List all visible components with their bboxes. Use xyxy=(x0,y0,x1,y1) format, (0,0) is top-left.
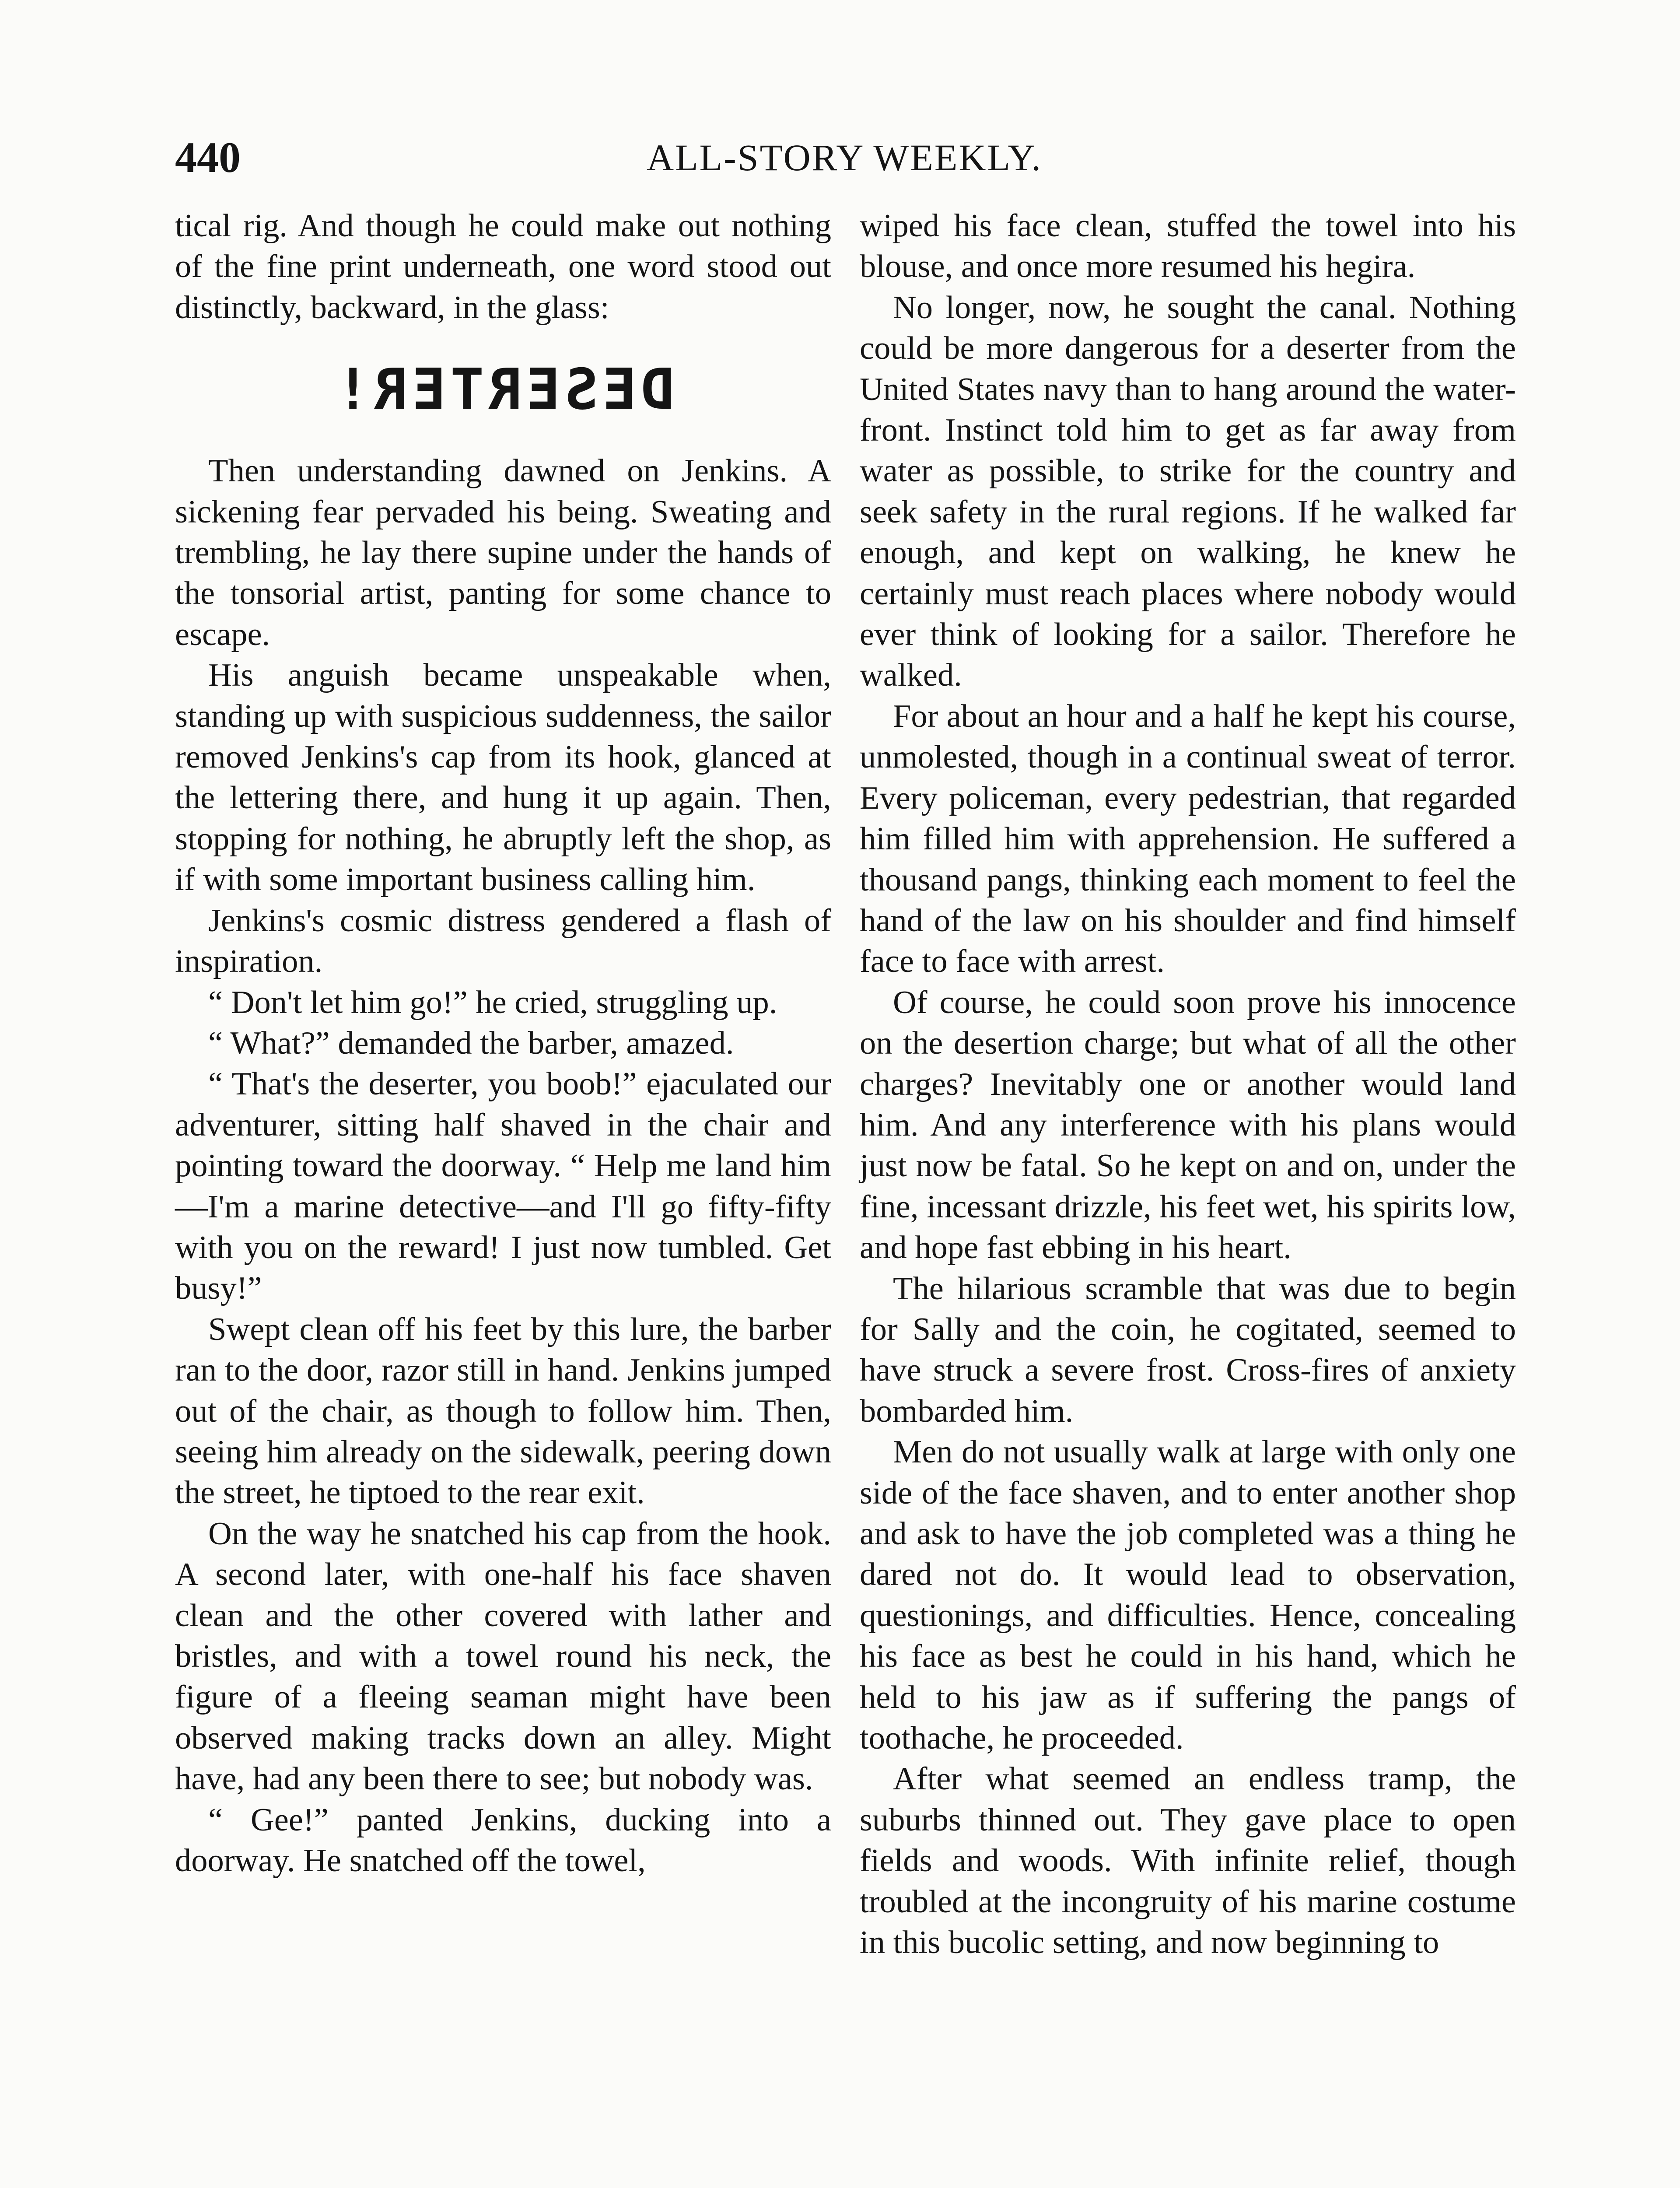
right-column xyxy=(860,206,1516,1963)
paragraph: tical rig. And though he could make out nothing of the fine print underneath, one word stood out distinctly, backward, in the glass: xyxy=(175,208,831,326)
mirrored-sign xyxy=(175,328,831,451)
paragraph: No longer, now, he sought the canal. Nothing could be more dangerous for a deserter from the United States navy than to hang around the water-front. Instinct told him to get as far away from water as possible, to strike for the country and seek safety in the rural regions. If he walked far enough, and kept on walking, he knew he certainly must reach places where nobody would ever think of looking for a sailor. Therefore he walked. xyxy=(860,289,1516,694)
paragraph: The hilarious scramble that was due to begin for Sally and the coin, he cogitated, seemed to have struck a severe frost. Cross-fires of anxiety bombarded him. xyxy=(860,1270,1516,1429)
mirrored-sign-text: DESERTER! xyxy=(332,357,675,422)
page-header xyxy=(175,127,1514,188)
paragraph: “ Don't let him go!” he cried, struggling up. xyxy=(208,984,777,1020)
paragraph: wiped his face clean, stuffed the towel into his blouse, and once more resumed his hegira. xyxy=(860,208,1516,285)
paragraph: Then understanding dawned on Jenkins. A sickening fear pervaded his being. Sweating and trembling, he lay there supine under the hands of the tonsorial artist, panting for some chance to escape. xyxy=(175,453,831,652)
paragraph: Jenkins's cosmic distress gendered a flash of inspiration. xyxy=(175,902,831,980)
page-number: 440 xyxy=(175,133,241,182)
paragraph: Men do not usually walk at large with only one side of the face shaven, and to enter another shop and ask to have the job completed was a thing he dared not do. It would lead to observation, questionings, and difficulties. Hence, concealing his face as best he could in his hand, which he held to his jaw as if suffering the pangs of toothache, he proceeded. xyxy=(860,1434,1516,1757)
paragraph: “ What?” demanded the barber, amazed. xyxy=(208,1025,734,1061)
paragraph: “ Gee!” panted Jenkins, ducking into a doorway. He snatched off the towel, xyxy=(175,1802,831,1879)
paragraph: After what seemed an endless tramp, the suburbs thinned out. They gave place to open fields and woods. With infinite relief, though troubled at the incongruity of his marine costume in this bucolic setting, and now beginning to xyxy=(860,1761,1516,1961)
paragraph: Of course, he could soon prove his innocence on the desertion charge; but what of all the other charges? Inevitably one or another would land him. And any interference with his plans would just now be fatal. So he kept on and on, under the fine, incessant drizzle, his feet wet, his spirits low, and hope fast ebbing in his heart. xyxy=(860,984,1516,1266)
running-head: ALL-STORY WEEKLY. xyxy=(647,137,1042,179)
left-column xyxy=(175,206,831,1881)
paragraph: Swept clean off his feet by this lure, the barber ran to the door, razor still in hand. Jenkins jumped out of the chair, as though to follow him. Then, seeing him already on the sidewalk, peering down the street, he tiptoed to the rear exit. xyxy=(175,1311,831,1511)
paragraph: On the way he snatched his cap from the hook. A second later, with one-half his face shaven clean and the other covered with lather and bristles, and with a towel round his neck, the figure of a fleeing seaman might have been observed making tracks down an alley. Might have, had any been there to see; but nobody was. xyxy=(175,1515,831,1797)
paragraph: “ That's the deserter, you boob!” ejaculated our adventurer, sitting half shaved in the chair and pointing toward the doorway. “ Help me land him—I'm a marine detective—and I'll go fifty-fifty with you on the reward! I just now tumbled. Get busy!” xyxy=(175,1066,831,1307)
paragraph: His anguish became unspeakable when, standing up with suspicious suddenness, the sailor removed Jenkins's cap from its hook, glanced at the lettering there, and hung it up again. Then, stopping for nothing, he abruptly left the shop, as if with some important business calling him. xyxy=(175,657,831,898)
paragraph: For about an hour and a half he kept his course, unmolested, though in a continual sweat of terror. Every policeman, every pedestrian, that regarded him filled him with apprehension. He suffered a thousand pangs, thinking each moment to feel the hand of the law on his shoulder and find himself face to face with arrest. xyxy=(860,698,1516,980)
